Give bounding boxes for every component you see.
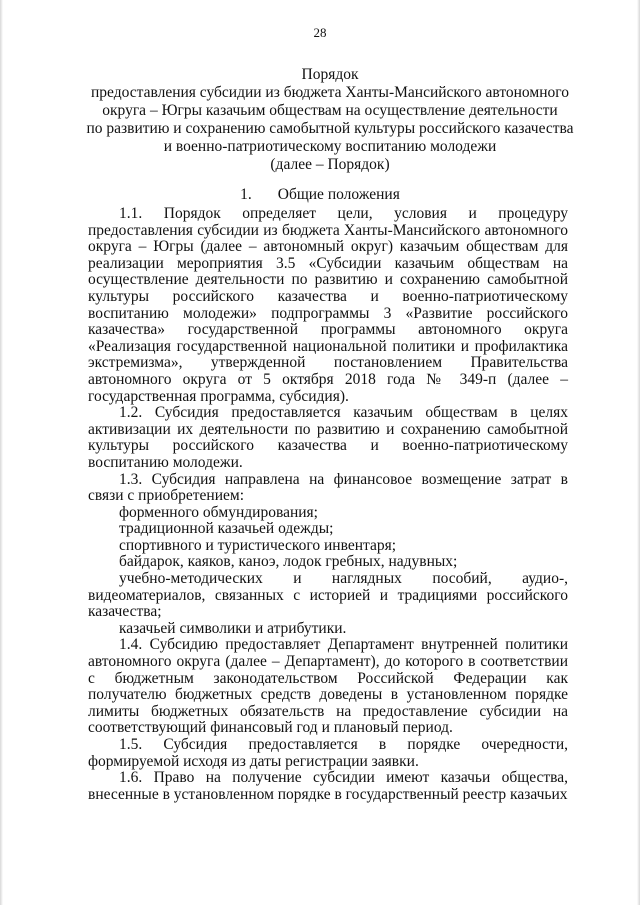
- list-item: байдарок, каяков, каноэ, лодок гребных, надувных;: [119, 553, 458, 571]
- title-line: предоставления субсидии из бюджета Ханты-Мансийского автономного: [91, 84, 569, 101]
- document-body: [88, 206, 568, 803]
- list-item: традиционной казачьей одежды;: [119, 520, 334, 538]
- list-item: форменного обмундирования;: [119, 503, 318, 521]
- section-title: Общие положения: [277, 186, 400, 203]
- document-title: [60, 66, 600, 174]
- paragraph-1-3: 1.3. Субсидия направлена на финансовое возмещение затрат в связи с приобретением:: [88, 470, 568, 505]
- section-number: 1.: [240, 186, 252, 203]
- title-line: по развитию и сохранению самобытной культуры российского казачества: [86, 120, 574, 137]
- title-line: Порядок: [301, 66, 359, 83]
- scan-edge-left: [0, 0, 3, 905]
- list-item: спортивного и туристического инвентаря;: [119, 536, 397, 554]
- section-heading: [0, 186, 640, 204]
- paragraph-1-5: 1.5. Субсидия предоставляется в порядке очередности, формируемой исходя из даты регистрации заявки.: [88, 736, 568, 770]
- title-line: (далее – Порядок): [270, 156, 390, 173]
- paragraph-1-2: 1.2. Субсидия предоставляется казачьим обществам в целях активизации их деятельности по развитию и сохранению самобытной культуры российского казачества и военно-патриотическому воспитанию молодежи.: [88, 404, 568, 471]
- title-line: и военно-патриотическому воспитанию молодежи: [163, 138, 497, 155]
- paragraph-1-1: 1.1. Порядок определяет цели, условия и процедуру предоставления субсидии из бюджета Ханты-Мансийского автономного округа – Югры (далее – автономный округ) казачьим обществам для реализации мероприятия 3.5 «Субсидии казачьим обществам на осуществление деятельности по развитию и сохранению самобытной культуры российского казачества и военно-патриотическому воспитанию молодежи» подпрограммы 3 «Развитие российского казачества» государственной программы автономного округа «Реализация государственной национальной политики и профилактика экстремизма», утвержденной постановлением Правительства автономного округа от 5 октября 2018 года № 349-п (далее – государственная программа, субсидия).: [88, 205, 568, 405]
- page-number: 28: [313, 25, 327, 40]
- list-item: казачьей символики и атрибутики.: [119, 619, 347, 637]
- paragraph-1-6: 1.6. Право на получение субсидии имеют казачьи общества, внесенные в установленном порядке в государственный реестр казачьих: [88, 769, 568, 803]
- paragraph-1-4: 1.4. Субсидию предоставляет Департамент внутренней политики автономного округа (далее – Департамент), до которого в соответствии с бюджетным законодательством Российской Федерации как получателю бюджетных средств доведены в установленном порядке лимиты бюджетных обязательств на предоставление субсидии на соответствующий финансовый год и плановый период.: [88, 636, 568, 737]
- title-line: округа – Югры казачьим обществам на осуществление деятельности: [102, 102, 558, 119]
- list-item: учебно-методических и наглядных пособий, аудио-, видеоматериалов, связанных с историей и традициями российского казачества;: [88, 570, 568, 621]
